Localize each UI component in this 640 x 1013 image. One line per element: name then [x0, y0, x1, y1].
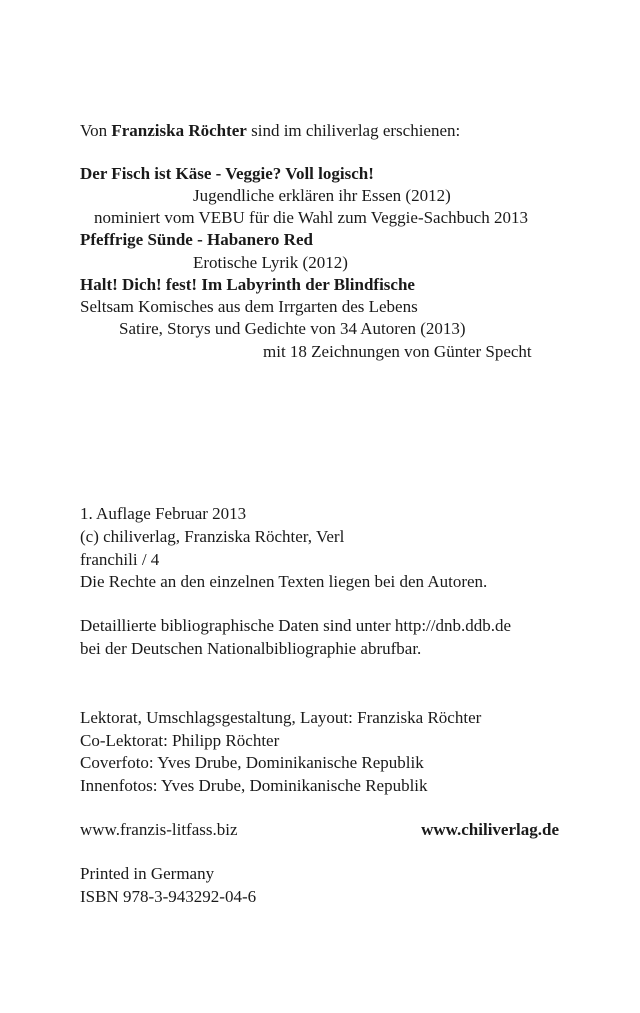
credit-coverfoto: Coverfoto: Yves Drube, Dominikanische Republik — [80, 753, 424, 772]
website-link-2[interactable]: www.chiliverlag.de — [421, 820, 559, 839]
credit-colektorat: Co-Lektorat: Philipp Röchter — [80, 731, 280, 750]
book3-line3: mit 18 Zeichnungen von Günter Specht — [263, 342, 532, 361]
book2-title: Pfeffrige Sünde - Habanero Red — [80, 230, 313, 249]
credit-lektorat: Lektorat, Umschlagsgestaltung, Layout: Franziska Röchter — [80, 708, 482, 727]
credit-innenfotos: Innenfotos: Yves Drube, Dominikanische Republik — [80, 776, 428, 795]
book1-note: nominiert vom VEBU für die Wahl zum Veggie-Sachbuch 2013 — [94, 208, 528, 227]
book1-subtitle: Jugendliche erklären ihr Essen (2012) — [193, 186, 451, 205]
isbn-line: ISBN 978-3-943292-04-6 — [80, 887, 257, 906]
book1-title: Der Fisch ist Käse - Veggie? Voll logisch! — [80, 164, 374, 183]
book2-subtitle: Erotische Lyrik (2012) — [193, 253, 348, 272]
rights-line: Die Rechte an den einzelnen Texten liegen bei den Autoren. — [80, 572, 488, 591]
book3-title: Halt! Dich! fest! Im Labyrinth der Blindfische — [80, 275, 415, 294]
intro-prefix: Von — [80, 121, 108, 140]
bibliography-line1: Detaillierte bibliographische Daten sind unter http://dnb.ddb.de — [80, 616, 512, 635]
book3-line2: Satire, Storys und Gedichte von 34 Autoren (2013) — [119, 319, 466, 338]
intro-suffix: sind im chiliverlag erschienen: — [251, 121, 461, 140]
copyright-line: (c) chiliverlag, Franziska Röchter, Verl — [80, 527, 345, 546]
printed-line: Printed in Germany — [80, 864, 215, 883]
bibliography-line2: bei der Deutschen Nationalbibliographie abrufbar. — [80, 639, 422, 658]
website-link-1[interactable]: www.franzis-litfass.biz — [80, 820, 238, 839]
series-line: franchili / 4 — [80, 550, 160, 569]
book3-line1: Seltsam Komisches aus dem Irrgarten des Lebens — [80, 297, 418, 316]
author-name: Franziska Röchter — [111, 121, 247, 140]
edition-line: 1. Auflage Februar 2013 — [80, 504, 247, 523]
intro-line — [80, 120, 460, 142]
